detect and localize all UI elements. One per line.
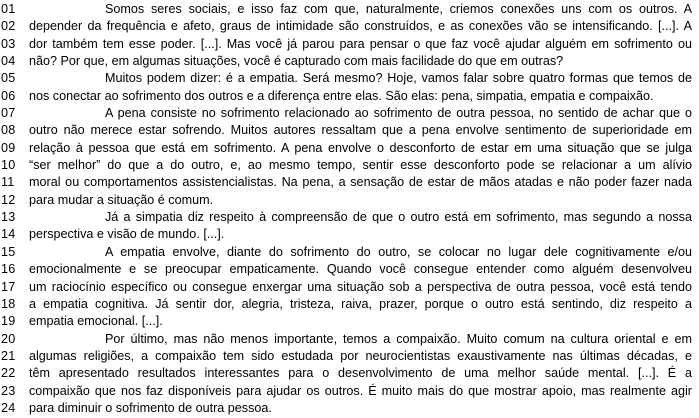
line-number: 10 bbox=[1, 158, 16, 173]
line-text: Muitos podem dizer: é a empatia. Será mesmo? Hoje, vamos falar sobre quatro formas que temos de bbox=[105, 71, 692, 86]
line-number: 16 bbox=[1, 262, 16, 277]
line-number: 03 bbox=[1, 36, 16, 51]
line-text: compaixão que nos faz disponíveis para ajudar os outros. É muito mais do que mostrar apoio, mas realmente agir bbox=[29, 383, 692, 398]
line-text: um raciocínio específico ou consegue enxergar uma situação sob a perspectiva de outra pessoa, você está tendo bbox=[29, 279, 692, 294]
text-line-04 bbox=[0, 53, 699, 70]
line-number: 17 bbox=[1, 279, 16, 294]
line-text: “ser melhor” do que a do outro, e, ao mesmo tempo, sentir esse desconforto pode se relacionar a um alívio bbox=[29, 158, 692, 173]
text-line-17 bbox=[0, 279, 699, 296]
text-line-01 bbox=[0, 1, 699, 18]
line-text: Somos seres sociais, e isso faz com que, naturalmente, criemos conexões uns com os outros. A bbox=[105, 2, 692, 16]
text-line-03 bbox=[0, 36, 699, 53]
text-line-18 bbox=[0, 296, 699, 313]
line-text: algumas religiões, a compaixão tem sido estudada por neurocientistas exaustivamente nas últimas décadas, e bbox=[29, 348, 692, 363]
text-line-16 bbox=[0, 261, 699, 278]
line-number: 02 bbox=[1, 19, 16, 34]
text-line-05 bbox=[0, 70, 699, 87]
line-number: 11 bbox=[1, 175, 15, 190]
text-line-15 bbox=[0, 244, 699, 261]
line-text: A empatia envolve, diante do sofrimento do outro, se colocar no lugar dele cognitivamente e/ou bbox=[105, 244, 692, 259]
line-number: 15 bbox=[1, 244, 16, 259]
text-line-09 bbox=[0, 140, 699, 157]
line-text: moral ou comportamentos assistencialistas. Na pena, a sensação de estar de mãos atadas e não poder fazer nada bbox=[29, 175, 692, 190]
text-line-23 bbox=[0, 383, 699, 400]
line-text: têm apresentado resultados interessantes para o desenvolvimento de uma melhor saúde mental. [...]. É a bbox=[29, 366, 692, 381]
line-number: 22 bbox=[1, 366, 16, 381]
line-text: emocionalmente e se preocupar empaticamente. Quando você consegue entender como alguém desenvolveu bbox=[29, 262, 692, 277]
line-text: Já a simpatia diz respeito à compreensão de que o outro está em sofrimento, mas segundo a nossa bbox=[105, 210, 692, 225]
text-line-11 bbox=[0, 174, 699, 191]
line-text: a empatia cognitiva. Já sentir dor, alegria, tristeza, raiva, prazer, porque o outro está sentindo, diz respeito a bbox=[29, 296, 692, 311]
line-number: 09 bbox=[1, 140, 16, 155]
line-text: dor também tem esse poder. [...]. Mas você já parou para pensar o que faz você ajudar alguém em sofrimento ou bbox=[29, 36, 692, 51]
line-text: Por último, mas não menos importante, temos a compaixão. Muito comum na cultura oriental e em bbox=[105, 331, 692, 346]
line-text: nos conectar ao sofrimento dos outros e a diferença entre elas. São elas: pena, simpatia, empatia e compaixão. bbox=[29, 88, 654, 103]
text-line-07 bbox=[0, 105, 699, 122]
text-line-06 bbox=[0, 88, 699, 105]
text-line-19 bbox=[0, 313, 699, 330]
text-line-13 bbox=[0, 209, 699, 226]
line-number: 06 bbox=[1, 88, 16, 103]
text-line-14 bbox=[0, 226, 699, 243]
line-number: 20 bbox=[1, 331, 16, 346]
line-number: 19 bbox=[1, 314, 16, 329]
text-line-22 bbox=[0, 365, 699, 382]
line-text: para diminuir o sofrimento de outra pessoa. bbox=[29, 400, 272, 415]
line-number: 05 bbox=[1, 71, 16, 86]
line-text: perspectiva e visão de mundo. [...]. bbox=[29, 227, 225, 242]
text-line-02 bbox=[0, 18, 699, 35]
line-number: 13 bbox=[1, 210, 16, 225]
text-line-24 bbox=[0, 400, 699, 417]
text-line-20 bbox=[0, 331, 699, 348]
line-number: 12 bbox=[1, 192, 16, 207]
line-number: 21 bbox=[1, 348, 16, 363]
line-text: relação à pessoa que está em sofrimento. A pena envolve o desconforto de estar em uma situação que se julga bbox=[29, 140, 692, 155]
line-number: 14 bbox=[1, 227, 16, 242]
line-number: 04 bbox=[1, 54, 16, 69]
line-text: empatia emocional. [...]. bbox=[29, 314, 163, 329]
text-line-21 bbox=[0, 348, 699, 365]
line-number: 18 bbox=[1, 296, 16, 311]
line-number: 01 bbox=[1, 2, 16, 16]
line-number: 07 bbox=[1, 106, 16, 121]
line-text: não? Por que, em algumas situações, você é capturado com mais facilidade do que em outras? bbox=[29, 54, 564, 69]
line-text: A pena consiste no sofrimento relacionado ao sofrimento de outra pessoa, no sentido de achar que o bbox=[105, 106, 692, 121]
text-line-10 bbox=[0, 157, 699, 174]
line-number: 24 bbox=[1, 400, 16, 415]
text-line-12 bbox=[0, 192, 699, 209]
line-text: para mudar a situação é comum. bbox=[29, 192, 214, 207]
line-text: depender da frequência e afeto, graus de intimidade são construídos, e as conexões vão se intensificando. [...]. A bbox=[29, 19, 692, 34]
text-line-08 bbox=[0, 122, 699, 139]
line-number: 23 bbox=[1, 383, 16, 398]
line-text: outro não merece estar sofrendo. Muitos autores ressaltam que a pena envolve sentimento de superioridade em bbox=[29, 123, 692, 138]
line-number: 08 bbox=[1, 123, 16, 138]
